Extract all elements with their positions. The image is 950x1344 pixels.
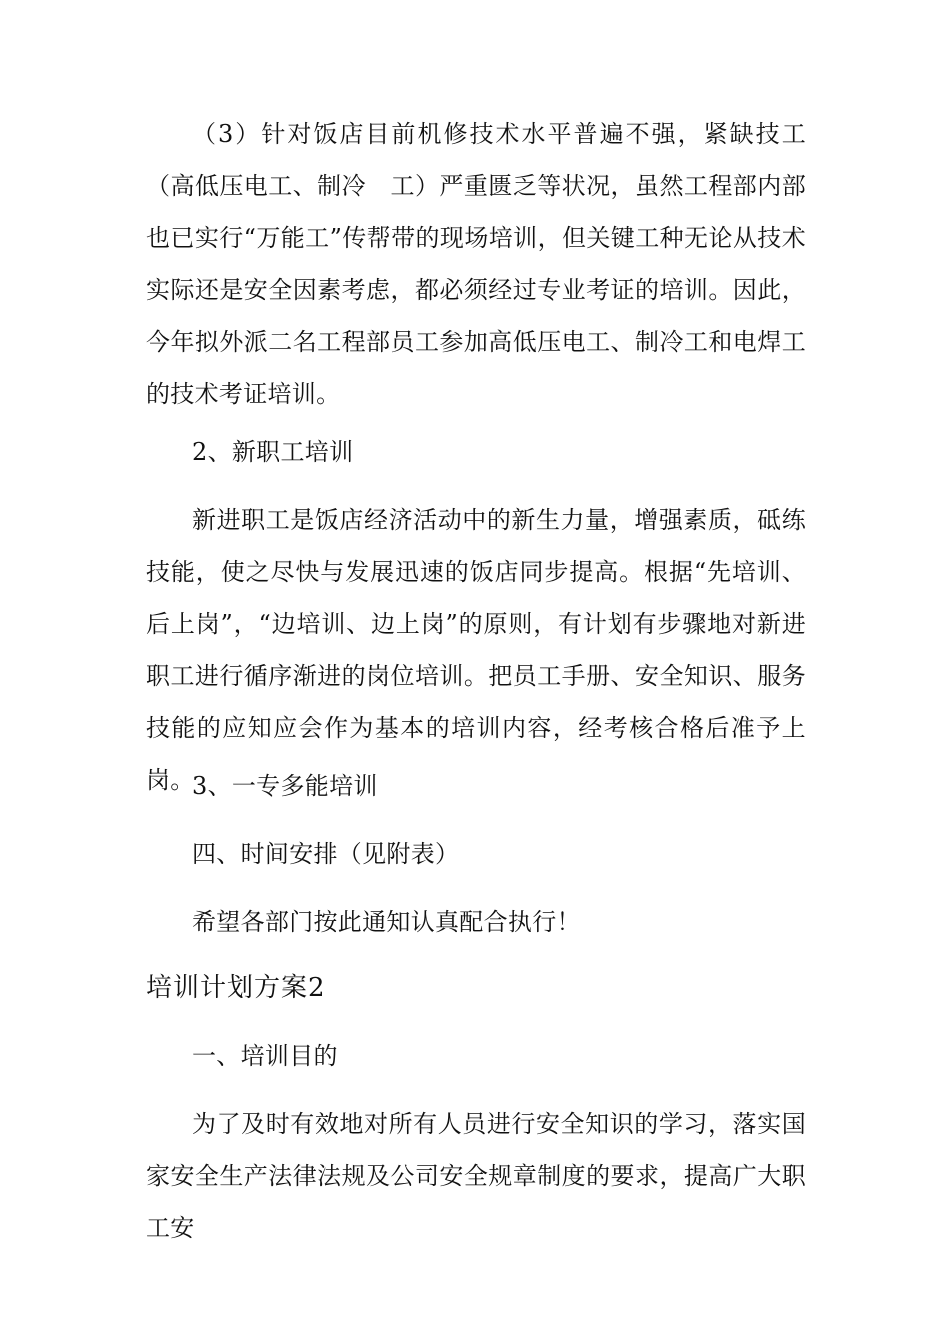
paragraph-technician-training: （3）针对饭店目前机修技术水平普遍不强，紧缺技工（高低压电工、制冷 工）严重匮乏等状况，虽然工程部内部也已实行“万能工”传帮带的现场培训，但关键工种无论从技术实际还是安全因素考虑，都必须经过专业考证的培训。因此，今年拟外派二名工程部员工参加高低压电工、制冷工和电焊工的技术考证培训。 [146, 120, 806, 408]
heading-multi-skill-training: 3、一专多能培训 [192, 772, 378, 800]
heading-new-staff-training: 2、新职工培训 [192, 438, 354, 466]
paragraph-training-purpose: 为了及时有效地对所有人员进行安全知识的学习，落实国家安全生产法律法规及公司安全规章制度的要求，提高广大职工安 [146, 1110, 806, 1242]
section-title: 培训计划方案2 [146, 973, 326, 1003]
heading-training-purpose: 一、培训目的 [192, 1042, 338, 1070]
heading-time-schedule: 四、时间安排（见附表） [192, 840, 460, 868]
paragraph-new-staff-training: 新进职工是饭店经济活动中的新生力量，增强素质，砥练技能，使之尽快与发展迅速的饭店同步提高。根据“先培训、后上岗”，“边培训、边上岗”的原则，有计划有步骤地对新进职工进行循序渐进的岗位培训。把员工手册、安全知识、服务技能的应知应会作为基本的培训内容，经考核合格后准予上岗。 [146, 506, 806, 794]
closing-notice-line: 希望各部门按此通知认真配合执行！ [192, 908, 581, 936]
